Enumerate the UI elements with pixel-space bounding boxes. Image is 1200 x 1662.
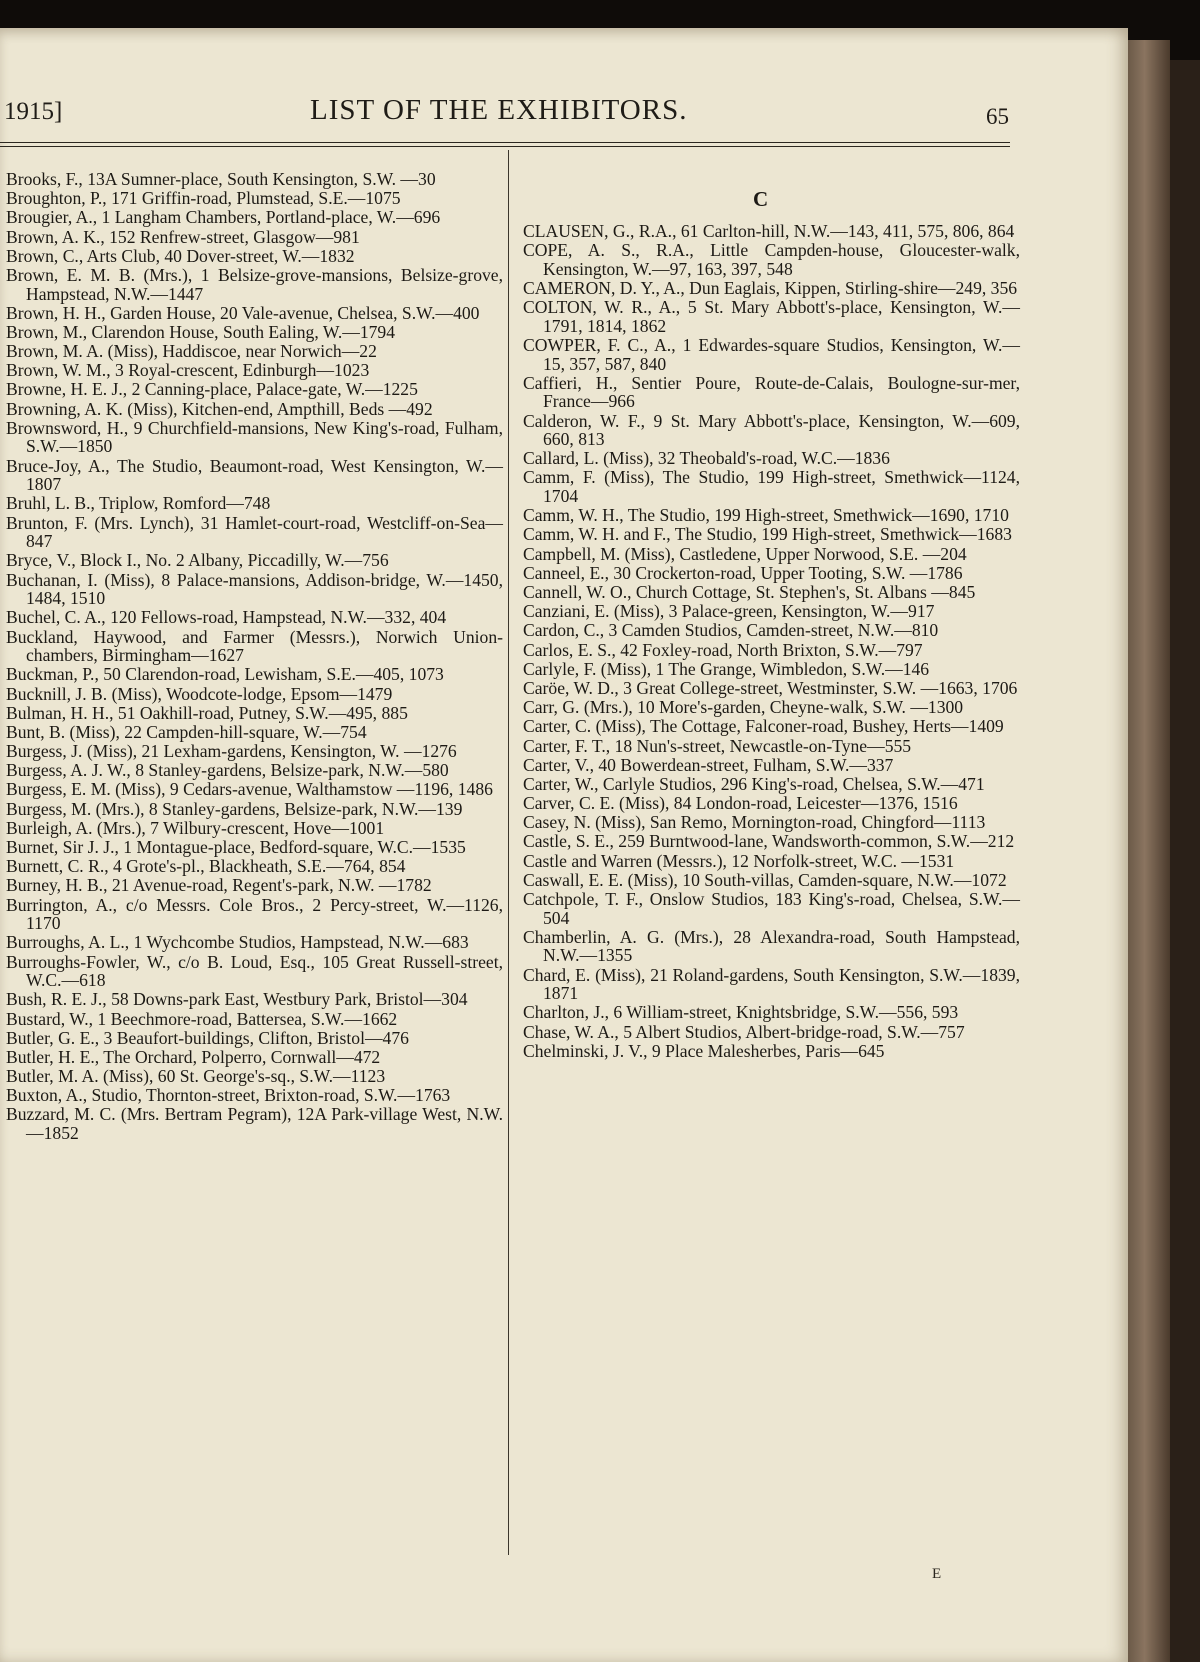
exhibitor-entry: Bruce-Joy, A., The Studio, Beaumont-road, West Kensington, W.—1807 bbox=[6, 455, 503, 495]
exhibitor-entry: Caswall, E. E. (Miss), 10 South-villas, Camden-square, N.W.—1072 bbox=[523, 869, 1007, 890]
exhibitor-entry: Burgess, M. (Mrs.), 8 Stanley-gardens, Belsize-park, N.W.—139 bbox=[6, 798, 463, 819]
exhibitor-entry: Broughton, P., 171 Griffin-road, Plumstead, S.E.—1075 bbox=[6, 188, 401, 209]
book-edge bbox=[1170, 60, 1200, 1662]
exhibitor-entry: Buchel, C. A., 120 Fellows-road, Hampstead, N.W.—332, 404 bbox=[6, 607, 447, 628]
exhibitor-entry: Cardon, C., 3 Camden Studios, Camden-street, N.W.—810 bbox=[523, 620, 939, 641]
exhibitor-entry: Camm, W. H., The Studio, 199 High-street, Smethwick—1690, 1710 bbox=[523, 505, 1009, 526]
exhibitor-entry: CAMERON, D. Y., A., Dun Eaglais, Kippen, Stirling-shire—249, 356 bbox=[523, 277, 1018, 298]
column-divider bbox=[508, 150, 509, 1555]
exhibitor-entry: Bunt, B. (Miss), 22 Campden-hill-square, W.—754 bbox=[6, 721, 367, 742]
exhibitor-entry: Burney, H. B., 21 Avenue-road, Regent's-park, N.W. —1782 bbox=[6, 875, 432, 896]
exhibitor-entry: Chelminski, J. V., 9 Place Malesherbes, Paris—645 bbox=[523, 1040, 885, 1061]
exhibitor-entry: Brown, M., Clarendon House, South Ealing, W.—1794 bbox=[6, 321, 396, 342]
exhibitor-entry: Burnett, C. R., 4 Grote's-pl., Blackheath, S.E.—764, 854 bbox=[6, 856, 406, 877]
exhibitor-entry: Carter, W., Carlyle Studios, 296 King's-road, Chelsea, S.W.—471 bbox=[523, 773, 985, 794]
exhibitor-entry: COLTON, W. R., A., 5 St. Mary Abbott's-place, Kensington, W.—1791, 1814, 1862 bbox=[523, 297, 1020, 336]
section-letter: C bbox=[753, 187, 769, 211]
exhibitor-entry: Burroughs-Fowler, W., c/o B. Loud, Esq., 105 Great Russell-street, W.C.—618 bbox=[6, 951, 503, 991]
exhibitor-entry: Buzzard, M. C. (Mrs. Bertram Pegram), 12A Park-village West, N.W.—1852 bbox=[6, 1104, 503, 1144]
exhibitor-entry: Buckland, Haywood, and Farmer (Messrs.), Norwich Union-chambers, Birmingham—1627 bbox=[6, 626, 503, 666]
exhibitor-entry: Buchanan, I. (Miss), 8 Palace-mansions, Addison-bridge, W.—1450, 1484, 1510 bbox=[6, 569, 503, 609]
background-edge bbox=[0, 0, 1200, 28]
exhibitor-entry: Brown, W. M., 3 Royal-crescent, Edinburgh—1023 bbox=[6, 360, 370, 381]
exhibitor-entry: Browning, A. K. (Miss), Kitchen-end, Ampthill, Beds —492 bbox=[6, 398, 433, 419]
exhibitor-entry: Castle and Warren (Messrs.), 12 Norfolk-street, W.C. —1531 bbox=[523, 850, 955, 871]
exhibitor-entry: Brown, A. K., 152 Renfrew-street, Glasgow—981 bbox=[6, 226, 360, 247]
exhibitor-entry: Camm, W. H. and F., The Studio, 199 High-street, Smethwick—1683 bbox=[523, 524, 1012, 545]
exhibitor-entry: Calderon, W. F., 9 St. Mary Abbott's-place, Kensington, W.—609, 660, 813 bbox=[523, 410, 1020, 450]
exhibitor-entry: Carter, C. (Miss), The Cottage, Falconer-road, Bushey, Herts—1409 bbox=[523, 716, 1004, 737]
page-title: LIST OF THE EXHIBITORS. bbox=[310, 94, 688, 126]
exhibitor-entry: Butler, G. E., 3 Beaufort-buildings, Clifton, Bristol—476 bbox=[6, 1027, 409, 1048]
exhibitor-entry: Bustard, W., 1 Beechmore-road, Battersea, S.W.—1662 bbox=[6, 1008, 398, 1029]
exhibitor-entry: Brougier, A., 1 Langham Chambers, Portland-place, W.—696 bbox=[6, 207, 441, 228]
exhibitor-entry: Burgess, A. J. W., 8 Stanley-gardens, Belsize-park, N.W.—580 bbox=[6, 760, 449, 781]
exhibitor-entry: Canziani, E. (Miss), 3 Palace-green, Kensington, W.—917 bbox=[523, 601, 935, 622]
exhibitor-entry: Bruhl, L. B., Triplow, Romford—748 bbox=[6, 493, 271, 514]
exhibitor-entry: Carlos, E. S., 42 Foxley-road, North Brixton, S.W.—797 bbox=[523, 639, 923, 660]
header-rule-double bbox=[0, 146, 1010, 147]
header-rule bbox=[0, 142, 1010, 143]
exhibitor-entry: Burnet, Sir J. J., 1 Montague-place, Bedford-square, W.C.—1535 bbox=[6, 837, 466, 857]
exhibitor-entry: Catchpole, T. F., Onslow Studios, 183 King's-road, Chelsea, S.W.—504 bbox=[523, 889, 1020, 928]
exhibitor-entry: Brown, M. A. (Miss), Haddiscoe, near Norwich—22 bbox=[6, 341, 377, 362]
exhibitor-entry: Caröe, W. D., 3 Great College-street, Westminster, S.W. —1663, 1706 bbox=[523, 677, 1018, 698]
exhibitor-entry: Brown, E. M. B. (Mrs.), 1 Belsize-grove-mansions, Belsize-grove, Hampstead, N.W.—1447 bbox=[6, 264, 503, 304]
exhibitor-entry: Carver, C. E. (Miss), 84 London-road, Leicester—1376, 1516 bbox=[523, 793, 958, 814]
exhibitor-entry: COPE, A. S., R.A., Little Campden-house, Gloucester-walk, Kensington, W.—97, 163, 397, 548 bbox=[523, 240, 1020, 279]
exhibitor-entry: Brownsword, H., 9 Churchfield-mansions, New King's-road, Fulham, S.W.—1850 bbox=[6, 417, 503, 457]
exhibitor-entry: Campbell, M. (Miss), Castledene, Upper Norwood, S.E. —204 bbox=[523, 543, 967, 564]
exhibitor-entry: Carter, F. T., 18 Nun's-street, Newcastle-on-Tyne—555 bbox=[523, 735, 912, 756]
exhibitor-entry: Buxton, A., Studio, Thornton-street, Brixton-road, S.W.—1763 bbox=[6, 1085, 451, 1106]
exhibitor-entry: Burleigh, A. (Mrs.), 7 Wilbury-crescent, Hove—1001 bbox=[6, 817, 385, 838]
exhibitor-entry: Cannell, W. O., Church Cottage, St. Stephen's, St. Albans —845 bbox=[523, 582, 976, 602]
exhibitor-entry: COWPER, F. C., A., 1 Edwardes-square Studios, Kensington, W.—15, 357, 587, 840 bbox=[523, 334, 1020, 374]
exhibitor-entry: Brooks, F., 13A Sumner-place, South Kensington, S.W. —30 bbox=[6, 169, 436, 189]
exhibitor-entry: Chard, E. (Miss), 21 Roland-gardens, South Kensington, S.W.—1839, 1871 bbox=[523, 964, 1020, 1004]
exhibitor-entry: Brown, C., Arts Club, 40 Dover-street, W.—1832 bbox=[6, 245, 355, 266]
right-column bbox=[523, 222, 1020, 1061]
exhibitor-entry: Camm, F. (Miss), The Studio, 199 High-street, Smethwick—1124, 1704 bbox=[523, 467, 1020, 507]
exhibitor-entry: Burroughs, A. L., 1 Wychcombe Studios, Hampstead, N.W.—683 bbox=[6, 932, 469, 953]
exhibitor-entry: Butler, H. E., The Orchard, Polperro, Cornwall—472 bbox=[6, 1046, 381, 1067]
exhibitor-entry: Casey, N. (Miss), San Remo, Mornington-road, Chingford—1113 bbox=[523, 812, 986, 833]
exhibitor-entry: Bush, R. E. J., 58 Downs-park East, Westbury Park, Bristol—304 bbox=[6, 989, 468, 1010]
exhibitor-entry: CLAUSEN, G., R.A., 61 Carlton-hill, N.W.—143, 411, 575, 806, 864 bbox=[523, 221, 1015, 241]
exhibitor-entry: Burgess, J. (Miss), 21 Lexham-gardens, Kensington, W. —1276 bbox=[6, 741, 457, 762]
exhibitor-entry: Carlyle, F. (Miss), 1 The Grange, Wimbledon, S.W.—146 bbox=[523, 658, 930, 679]
exhibitor-entry: Bucknill, J. B. (Miss), Woodcote-lodge, Epsom—1479 bbox=[6, 683, 393, 704]
exhibitor-entry: Carter, V., 40 Bowerdean-street, Fulham, S.W.—337 bbox=[523, 754, 894, 775]
exhibitor-entry: Bulman, H. H., 51 Oakhill-road, Putney, S.W.—495, 885 bbox=[6, 702, 408, 723]
exhibitor-entry: Canneel, E., 30 Crockerton-road, Upper Tooting, S.W. —1786 bbox=[523, 562, 963, 583]
header-year: 1915] bbox=[4, 98, 63, 125]
exhibitor-entry: Caffieri, H., Sentier Poure, Route-de-Calais, Boulogne-sur-mer, France—966 bbox=[523, 372, 1020, 412]
exhibitor-entry: Chamberlin, A. G. (Mrs.), 28 Alexandra-road, South Hampstead, N.W.—1355 bbox=[523, 926, 1020, 966]
exhibitor-entry: Burrington, A., c/o Messrs. Cole Bros., 2 Percy-street, W.—1126, 1170 bbox=[6, 894, 503, 934]
exhibitor-entry: Carr, G. (Mrs.), 10 More's-garden, Cheyne-walk, S.W. —1300 bbox=[523, 697, 964, 718]
signature-mark: E bbox=[932, 1566, 942, 1582]
exhibitor-entry: Brunton, F. (Mrs. Lynch), 31 Hamlet-court-road, Westcliff-on-Sea—847 bbox=[6, 512, 503, 552]
exhibitor-entry: Charlton, J., 6 William-street, Knightsbridge, S.W.—556, 593 bbox=[523, 1002, 959, 1023]
exhibitor-entry: Browne, H. E. J., 2 Canning-place, Palace-gate, W.—1225 bbox=[6, 379, 418, 400]
exhibitor-entry: Burgess, E. M. (Miss), 9 Cedars-avenue, Walthamstow —1196, 1486 bbox=[6, 779, 493, 800]
exhibitor-entry: Castle, S. E., 259 Burntwood-lane, Wandsworth-common, S.W.—212 bbox=[523, 831, 1015, 852]
exhibitor-entry: Bryce, V., Block I., No. 2 Albany, Piccadilly, W.—756 bbox=[6, 550, 389, 571]
exhibitor-entry: Butler, M. A. (Miss), 60 St. George's-sq., S.W.—1123 bbox=[6, 1066, 386, 1087]
exhibitor-entry: Callard, L. (Miss), 32 Theobald's-road, W.C.—1836 bbox=[523, 448, 890, 469]
exhibitor-entry: Brown, H. H., Garden House, 20 Vale-avenue, Chelsea, S.W.—400 bbox=[6, 302, 480, 323]
exhibitor-entry: Buckman, P., 50 Clarendon-road, Lewisham, S.E.—405, 1073 bbox=[6, 664, 444, 685]
page-number: 65 bbox=[986, 104, 1009, 129]
exhibitor-entry: Chase, W. A., 5 Albert Studios, Albert-bridge-road, S.W.—757 bbox=[523, 1021, 965, 1042]
left-column bbox=[6, 170, 503, 1143]
page-header bbox=[0, 94, 1128, 138]
book-spine bbox=[1128, 40, 1170, 1662]
